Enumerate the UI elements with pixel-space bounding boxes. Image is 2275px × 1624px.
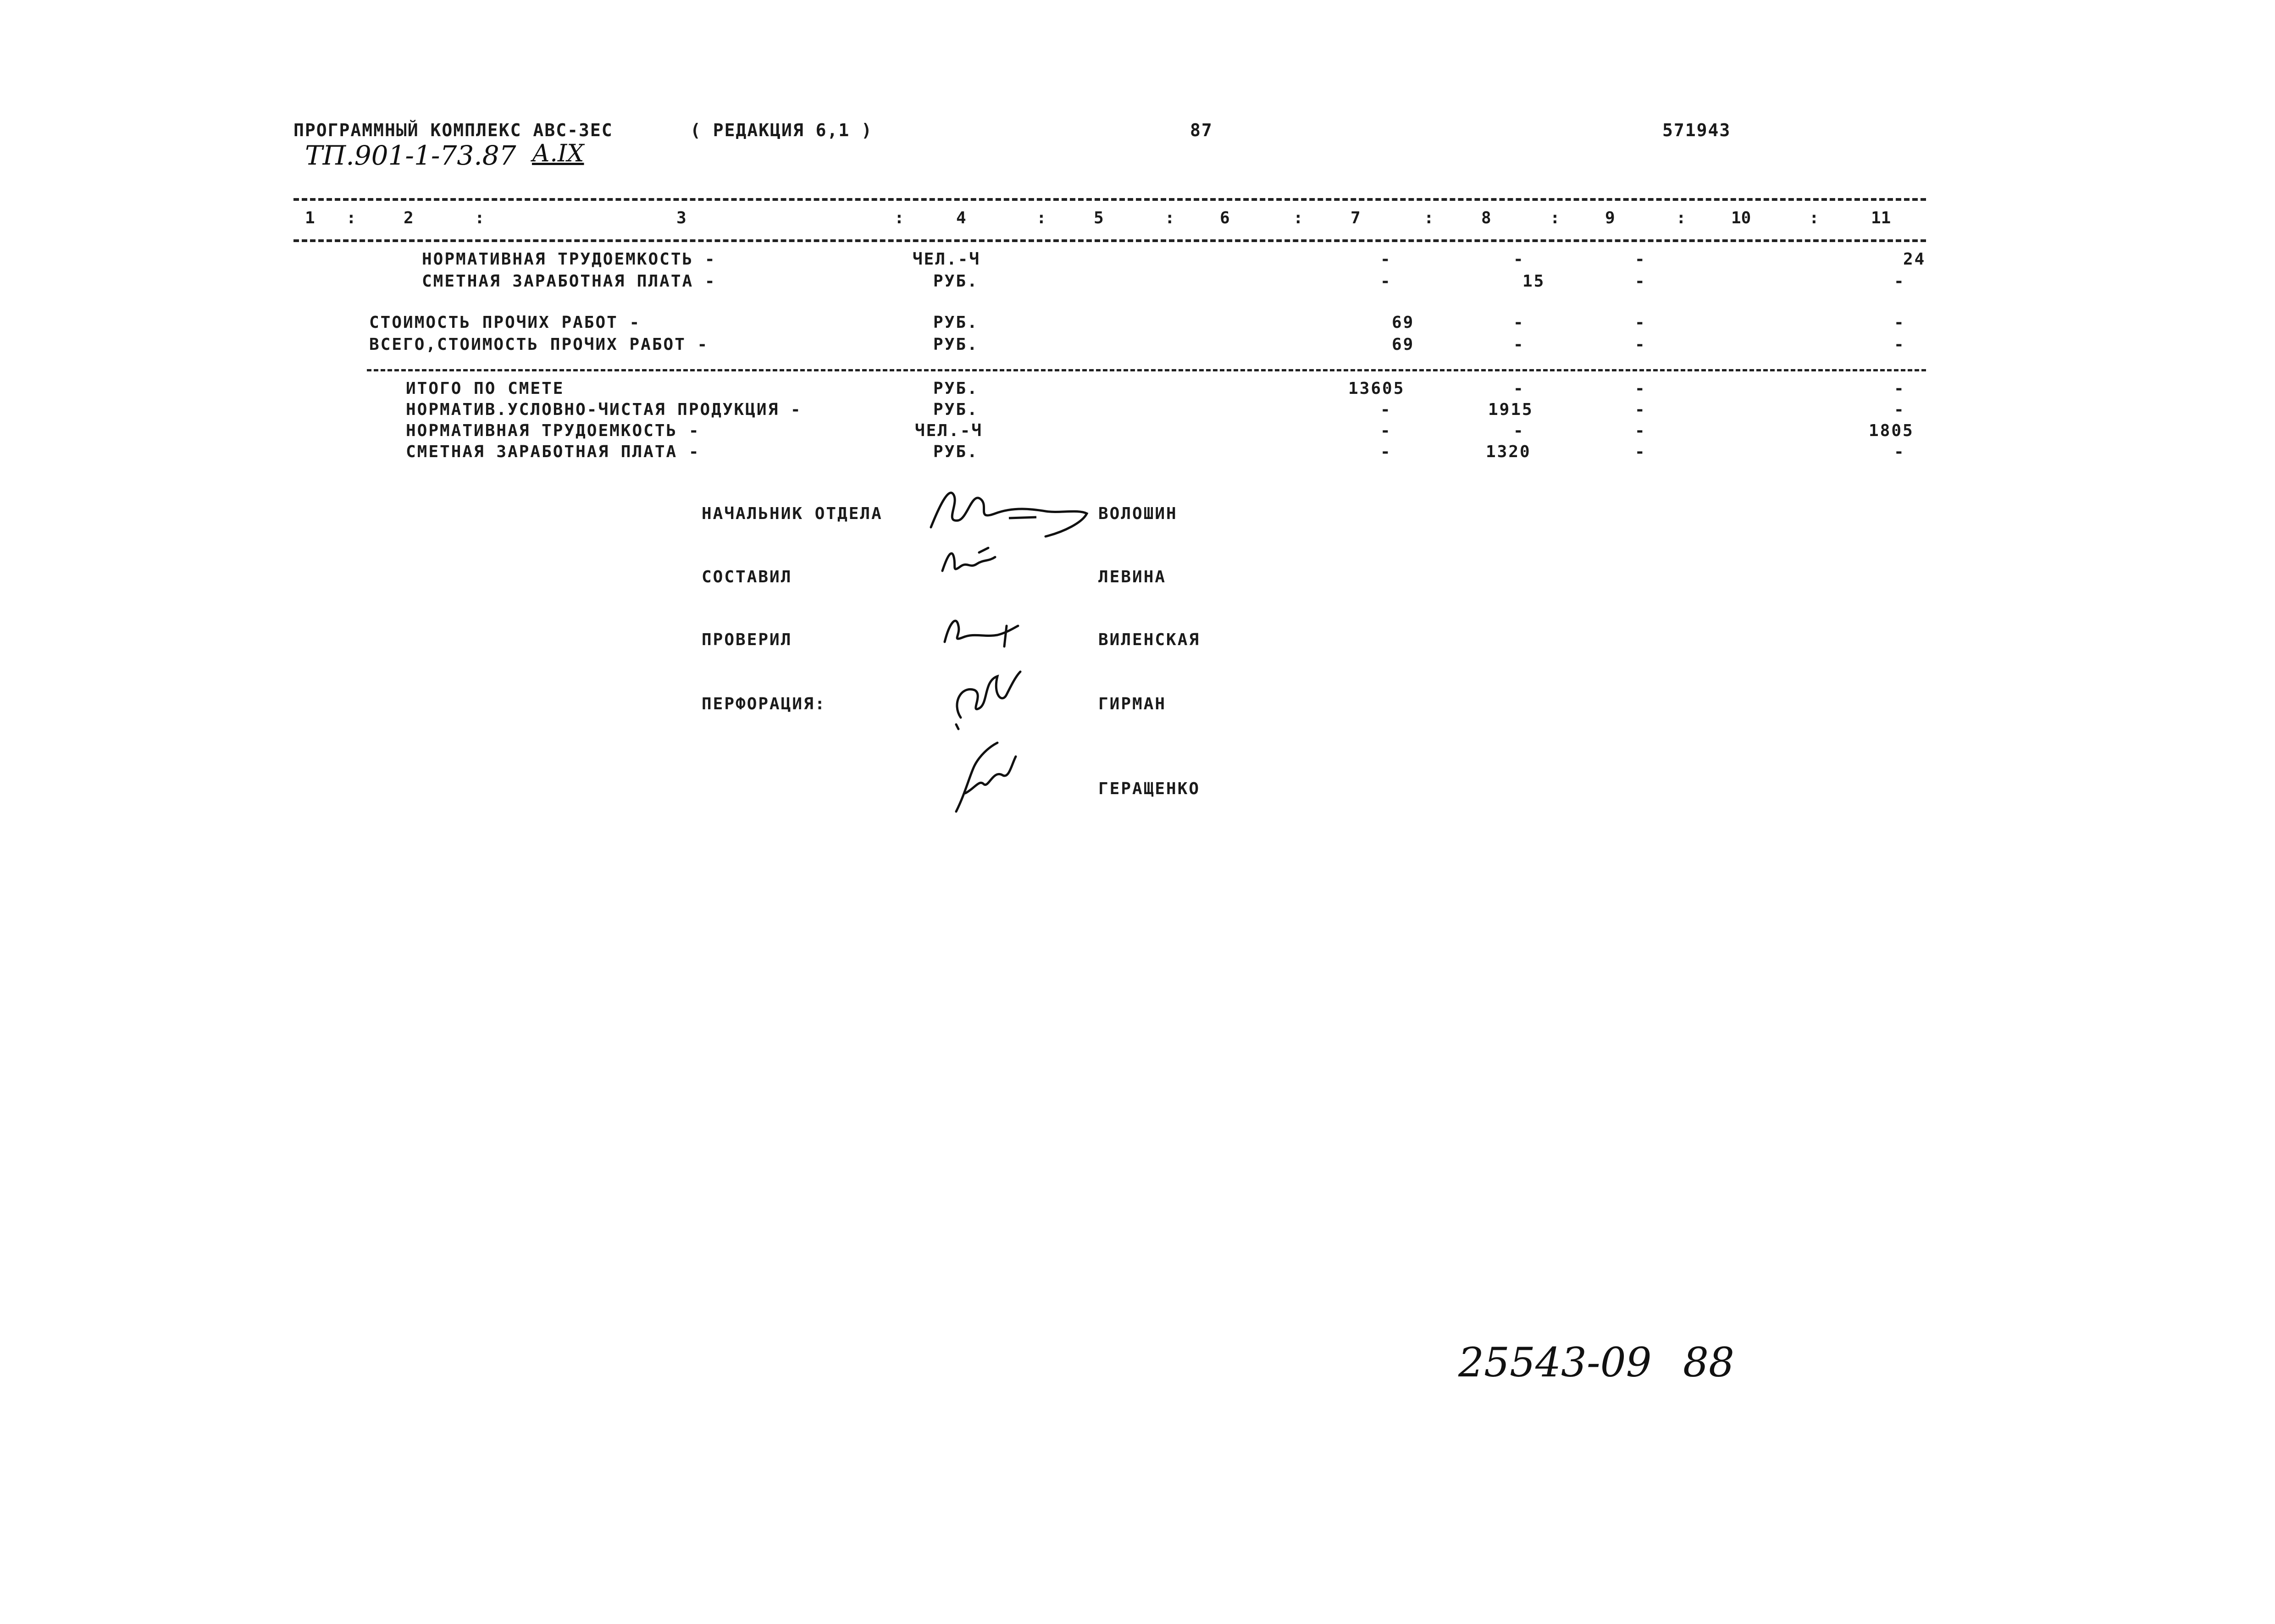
- col-2: 2: [404, 209, 414, 227]
- table-section-rule: [367, 369, 1926, 371]
- col-6: 6: [1220, 209, 1230, 227]
- row-col7: -: [1380, 421, 1392, 440]
- col-sep: :: [894, 209, 904, 227]
- row-col7: 69: [1392, 335, 1415, 354]
- signature-name: ЛЕВИНА: [1098, 568, 1167, 586]
- handwritten-signature: [926, 477, 1091, 541]
- row-col11: -: [1894, 313, 1905, 332]
- col-sep: :: [1550, 209, 1560, 227]
- col-sep: :: [1676, 209, 1686, 227]
- row-col8: 1320: [1486, 442, 1531, 461]
- handwritten-signature: [947, 667, 1025, 731]
- row-col8: 15: [1522, 272, 1545, 291]
- row-col8: -: [1513, 421, 1525, 440]
- row-col9: -: [1635, 421, 1646, 440]
- col-sep: :: [346, 209, 356, 227]
- row-col11: -: [1894, 379, 1905, 398]
- row-col9: -: [1635, 442, 1646, 461]
- col-sep: :: [1809, 209, 1819, 227]
- col-11: 11: [1871, 209, 1891, 227]
- row-col11: -: [1894, 272, 1905, 291]
- signature-name: ГИРМАН: [1098, 695, 1167, 713]
- handwritten-signature: [938, 543, 1002, 580]
- row-unit: РУБ.: [933, 272, 979, 291]
- row-label: СТОИМОСТЬ ПРОЧИХ РАБОТ -: [369, 313, 641, 332]
- row-col9: -: [1635, 335, 1646, 354]
- handwritten-signature: [938, 610, 1020, 651]
- handwritten-doc-ref: ТП.901-1-73.87: [305, 140, 516, 171]
- row-col8: 1915: [1488, 400, 1533, 419]
- signature-name: ВОЛОШИН: [1098, 504, 1178, 523]
- row-col11: 1805: [1869, 421, 1914, 440]
- row-unit: РУБ.: [933, 313, 979, 332]
- col-9: 9: [1605, 209, 1615, 227]
- page-number: 87: [1190, 120, 1213, 140]
- row-col7: 69: [1392, 313, 1415, 332]
- row-col7: 13605: [1348, 379, 1405, 398]
- row-col7: -: [1380, 250, 1392, 269]
- signature-role: НАЧАЛЬНИК ОТДЕЛА: [702, 504, 883, 523]
- program-title: ПРОГРАММНЫЙ КОМПЛЕКС АВС-3ЕС: [293, 120, 613, 140]
- signature-name: ГЕРАЩЕНКО: [1098, 779, 1201, 798]
- row-col11: -: [1894, 442, 1905, 461]
- row-col11: 24: [1903, 250, 1926, 269]
- row-label: ИТОГО ПО СМЕТЕ: [406, 379, 565, 398]
- row-col11: -: [1894, 335, 1905, 354]
- row-col7: -: [1380, 400, 1392, 419]
- signature-role: ПЕРФОРАЦИЯ:: [702, 695, 826, 713]
- col-sep: :: [1424, 209, 1434, 227]
- row-label: НОРМАТИВНАЯ ТРУДОЕМКОСТЬ -: [422, 250, 716, 269]
- row-unit: РУБ.: [933, 335, 979, 354]
- row-col9: -: [1635, 313, 1646, 332]
- row-label: НОРМАТИВНАЯ ТРУДОЕМКОСТЬ -: [406, 421, 700, 440]
- handwritten-signature: [947, 738, 1025, 816]
- row-col8: -: [1513, 313, 1525, 332]
- row-unit: РУБ.: [933, 400, 979, 419]
- row-col8: -: [1513, 335, 1525, 354]
- signature-role: СОСТАВИЛ: [702, 568, 792, 586]
- row-col11: -: [1894, 400, 1905, 419]
- col-1: 1: [305, 209, 315, 227]
- row-unit: РУБ.: [933, 442, 979, 461]
- row-unit: ЧЕЛ.-Ч: [915, 421, 983, 440]
- row-col9: -: [1635, 400, 1646, 419]
- handwritten-sheet-number: 88: [1683, 1339, 1734, 1386]
- col-sep: :: [1036, 209, 1046, 227]
- table-top-rule: [293, 198, 1926, 201]
- col-8: 8: [1481, 209, 1491, 227]
- row-col8: -: [1513, 379, 1525, 398]
- row-label: СМЕТНАЯ ЗАРАБОТНАЯ ПЛАТА -: [406, 442, 700, 461]
- table-header-rule: [293, 239, 1926, 242]
- col-3: 3: [676, 209, 686, 227]
- signature-name: ВИЛЕНСКАЯ: [1098, 630, 1201, 649]
- col-sep: :: [1165, 209, 1175, 227]
- col-10: 10: [1731, 209, 1751, 227]
- handwritten-album: А.IX: [532, 140, 584, 167]
- col-5: 5: [1094, 209, 1104, 227]
- edition-label: ( РЕДАКЦИЯ 6,1 ): [690, 120, 873, 140]
- col-4: 4: [956, 209, 966, 227]
- document-code: 571943: [1662, 120, 1731, 140]
- row-col8: -: [1513, 250, 1525, 269]
- row-unit: РУБ.: [933, 379, 979, 398]
- row-col7: -: [1380, 272, 1392, 291]
- col-sep: :: [475, 209, 485, 227]
- row-col9: -: [1635, 250, 1646, 269]
- row-col9: -: [1635, 272, 1646, 291]
- row-label: СМЕТНАЯ ЗАРАБОТНАЯ ПЛАТА -: [422, 272, 716, 291]
- col-7: 7: [1351, 209, 1361, 227]
- signature-role: ПРОВЕРИЛ: [702, 630, 792, 649]
- row-label: НОРМАТИВ.УСЛОВНО-ЧИСТАЯ ПРОДУКЦИЯ -: [406, 400, 802, 419]
- row-unit: ЧЕЛ.-Ч: [913, 250, 981, 269]
- row-label: ВСЕГО,СТОИМОСТЬ ПРОЧИХ РАБОТ -: [369, 335, 709, 354]
- row-col7: -: [1380, 442, 1392, 461]
- col-sep: :: [1293, 209, 1303, 227]
- handwritten-stamp-number: 25543-09: [1458, 1339, 1652, 1386]
- row-col9: -: [1635, 379, 1646, 398]
